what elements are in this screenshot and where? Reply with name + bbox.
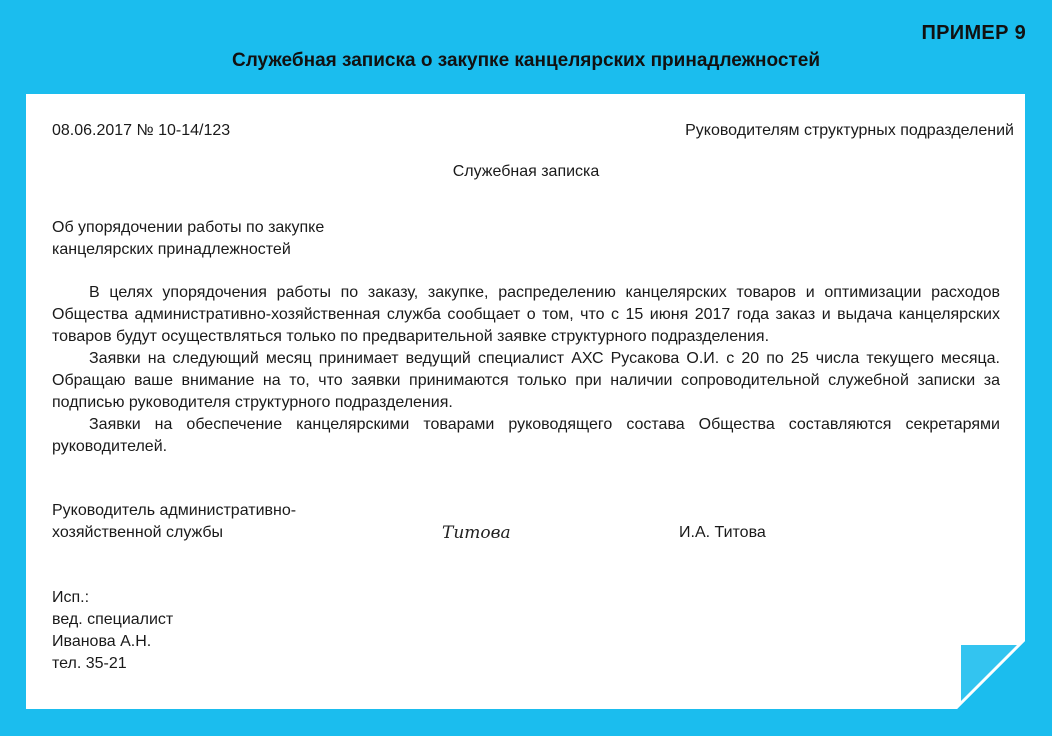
memo-body [52, 282, 1000, 458]
paragraph: В целях упорядочения работы по заказу, закупке, распределению канцелярских товаров и оптимизации расходов Общества административно-хозяйственная служба сообщает о том, что с 15 июня 2017 года заказ и выдача канцелярских товаров будут осуществляться только по предварительной заявке структурного подразделения. [52, 284, 1000, 345]
subject-line: канцелярских принадлежностей [52, 241, 291, 258]
paragraph: Заявки на следующий месяц принимает ведущий специалист АХС Русакова О.И. с 20 по 25 числа текущего месяца. Обращаю ваше внимание на то, что заявки принимаются только при наличии сопроводительной служебной записки за подписью руководителя структурного подразделения. [52, 350, 1000, 411]
executor-block [52, 587, 173, 675]
addressee: Руководителям структурных подразделений [685, 122, 1014, 139]
signer-position-line: Руководитель административно- [52, 502, 297, 519]
example-label: ПРИМЕР 9 [921, 22, 1026, 44]
signer-name: И.А. Титова [679, 524, 766, 541]
handwritten-signature: Титова [442, 523, 511, 543]
document-sheet [26, 94, 1025, 709]
date-number: 08.06.2017 № 10-14/123 [52, 122, 231, 139]
document-type: Служебная записка [452, 163, 600, 180]
subject-line: Об упорядочении работы по закупке [52, 219, 325, 236]
signer-position [52, 500, 352, 544]
executor-line: тел. 35-21 [52, 655, 127, 672]
signer-position-line: хозяйственной службы [52, 524, 224, 541]
paragraph: Заявки на обеспечение канцелярскими товарами руководящего состава Общества составляются секретарями руководителей. [52, 416, 1000, 455]
executor-line: вед. специалист [52, 611, 174, 628]
executor-line: Иванова А.Н. [52, 633, 152, 650]
subject [52, 217, 372, 261]
page-curl-corner [957, 641, 1025, 709]
executor-line: Исп.: [52, 589, 90, 606]
banner-title: Служебная записка о закупке канцелярских принадлежностей [232, 50, 820, 71]
